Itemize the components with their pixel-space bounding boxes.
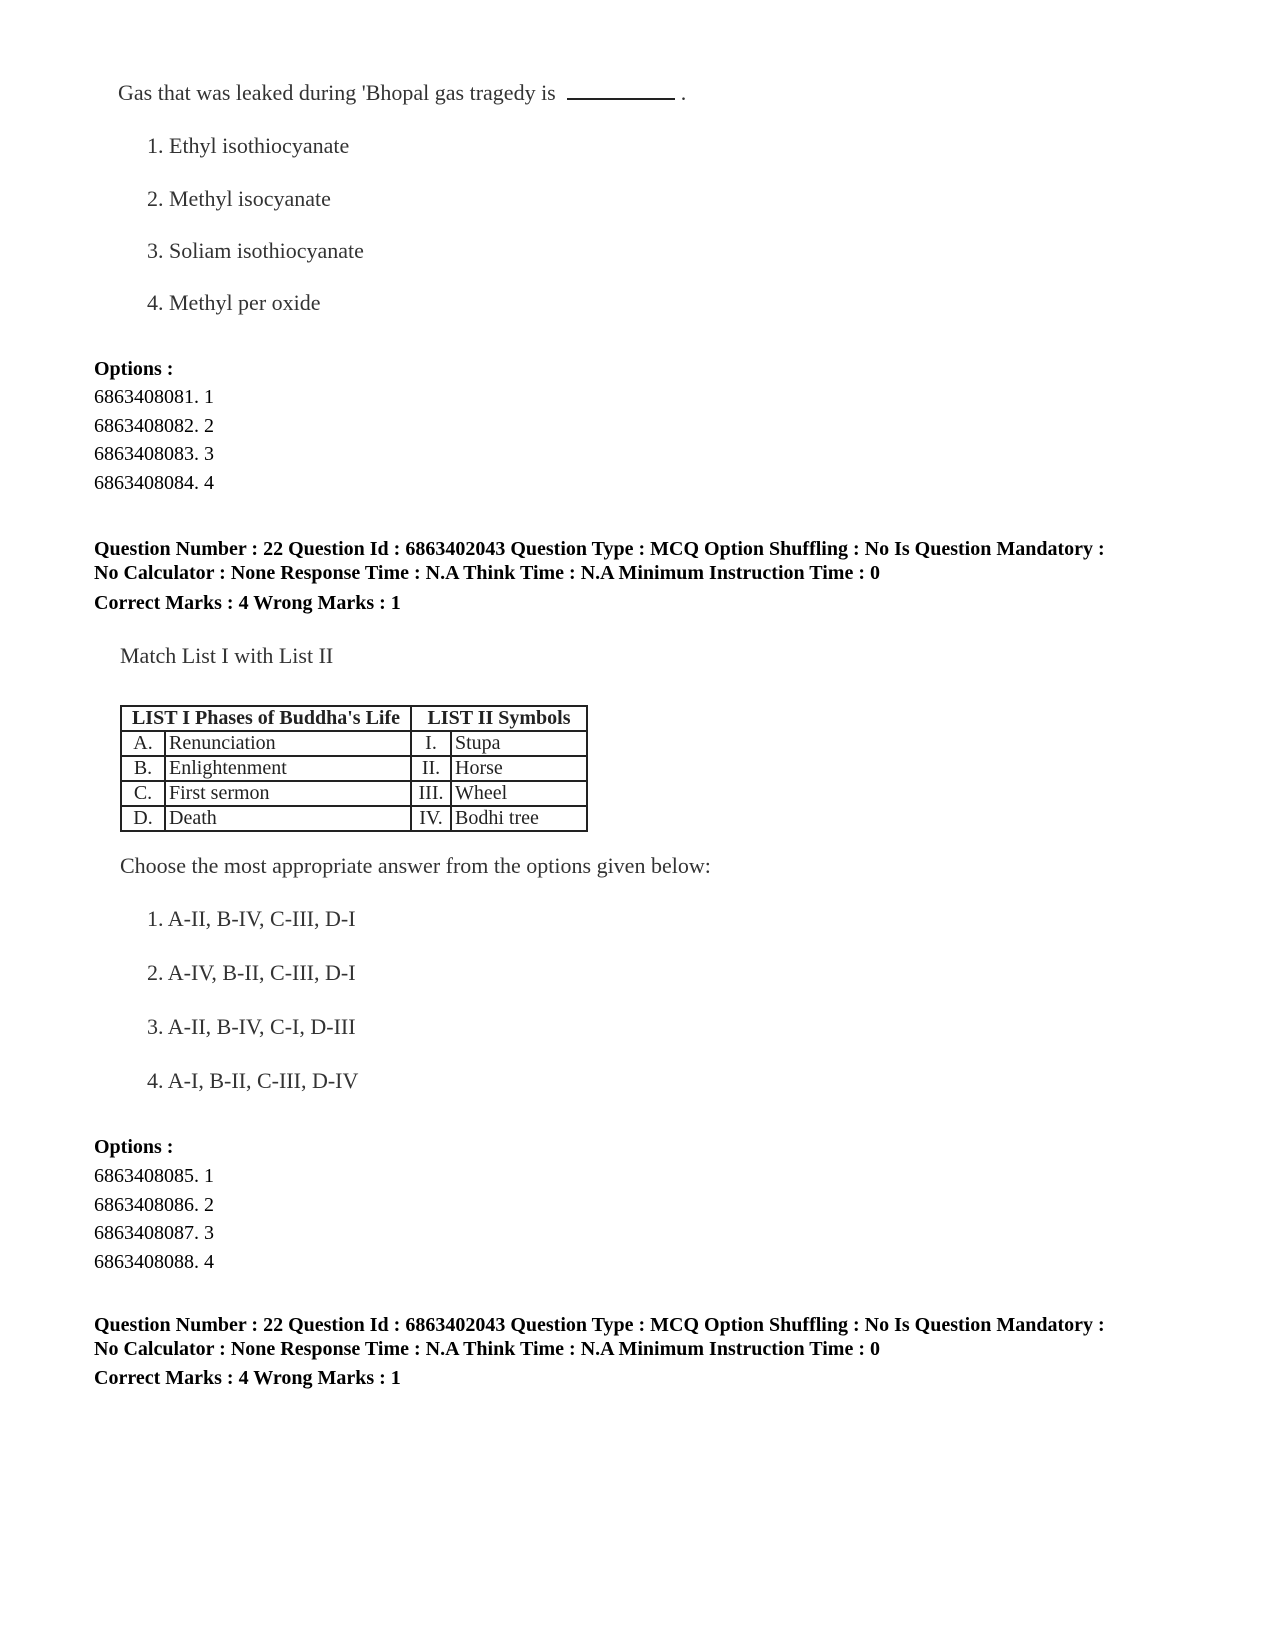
list-1-header: LIST I Phases of Buddha's Life bbox=[121, 706, 411, 731]
option-id-line: 6863408085. 1 bbox=[94, 1165, 214, 1187]
marks-line: Correct Marks : 4 Wrong Marks : 1 bbox=[94, 592, 401, 614]
question-1-choice: 4. Methyl per oxide bbox=[147, 290, 321, 315]
list-1-item: First sermon bbox=[165, 781, 411, 806]
option-id-line: 6863408088. 4 bbox=[94, 1251, 214, 1273]
option-id-line: 6863408084. 4 bbox=[94, 472, 214, 494]
question-2-instruction: Choose the most appropriate answer from the options given below: bbox=[120, 853, 711, 878]
option-id-line: 6863408081. 1 bbox=[94, 386, 214, 408]
table-row bbox=[121, 731, 587, 756]
question-meta-line: No Calculator : None Response Time : N.A Think Time : N.A Minimum Instruction Time : 0 bbox=[94, 562, 880, 584]
list-1-letter: B. bbox=[121, 756, 165, 781]
question-1-stem-end: . bbox=[680, 80, 687, 105]
list-1-letter: C. bbox=[121, 781, 165, 806]
question-2-choice: 4. A-I, B-II, C-III, D-IV bbox=[147, 1068, 359, 1093]
question-1-choice: 1. Ethyl isothiocyanate bbox=[147, 133, 350, 158]
option-id-line: 6863408087. 3 bbox=[94, 1222, 214, 1244]
list-2-numeral: I. bbox=[411, 731, 451, 756]
list-1-item: Death bbox=[165, 806, 411, 831]
question-1-choice: 2. Methyl isocyanate bbox=[147, 186, 331, 211]
list-1-letter: A. bbox=[121, 731, 165, 756]
option-id-line: 6863408082. 2 bbox=[94, 415, 214, 437]
options-label: Options : bbox=[94, 1136, 174, 1158]
list-2-item: Stupa bbox=[451, 731, 587, 756]
question-2-choice: 1. A-II, B-IV, C-III, D-I bbox=[147, 906, 356, 931]
question-2-stem: Match List I with List II bbox=[120, 643, 334, 668]
list-2-numeral: II. bbox=[411, 756, 451, 781]
list-1-letter: D. bbox=[121, 806, 165, 831]
question-1-choice: 3. Soliam isothiocyanate bbox=[147, 238, 364, 263]
list-2-item: Bodhi tree bbox=[451, 806, 587, 831]
list-2-item: Wheel bbox=[451, 781, 587, 806]
question-2-choice: 2. A-IV, B-II, C-III, D-I bbox=[147, 960, 356, 985]
match-table-header bbox=[121, 706, 587, 731]
marks-line: Correct Marks : 4 Wrong Marks : 1 bbox=[94, 1367, 401, 1389]
question-1-stem-text: Gas that was leaked during 'Bhopal gas tragedy is bbox=[118, 80, 556, 105]
list-1-item: Renunciation bbox=[165, 731, 411, 756]
answer-blank bbox=[567, 80, 675, 100]
table-row bbox=[121, 806, 587, 831]
option-id-line: 6863408083. 3 bbox=[94, 443, 214, 465]
list-1-item: Enlightenment bbox=[165, 756, 411, 781]
options-label: Options : bbox=[94, 358, 174, 380]
question-1-stem bbox=[118, 80, 686, 106]
list-2-numeral: IV. bbox=[411, 806, 451, 831]
list-2-numeral: III. bbox=[411, 781, 451, 806]
match-table bbox=[120, 705, 588, 832]
list-2-header: LIST II Symbols bbox=[411, 706, 587, 731]
option-id-line: 6863408086. 2 bbox=[94, 1194, 214, 1216]
question-meta-line: Question Number : 22 Question Id : 6863402043 Question Type : MCQ Option Shuffling : No Is Question Mandatory : bbox=[94, 1314, 1105, 1336]
question-2-choice: 3. A-II, B-IV, C-I, D-III bbox=[147, 1014, 356, 1039]
list-2-item: Horse bbox=[451, 756, 587, 781]
question-meta-line: Question Number : 22 Question Id : 6863402043 Question Type : MCQ Option Shuffling : No Is Question Mandatory : bbox=[94, 538, 1105, 560]
table-row bbox=[121, 756, 587, 781]
question-meta-line: No Calculator : None Response Time : N.A Think Time : N.A Minimum Instruction Time : 0 bbox=[94, 1338, 880, 1360]
table-row bbox=[121, 781, 587, 806]
